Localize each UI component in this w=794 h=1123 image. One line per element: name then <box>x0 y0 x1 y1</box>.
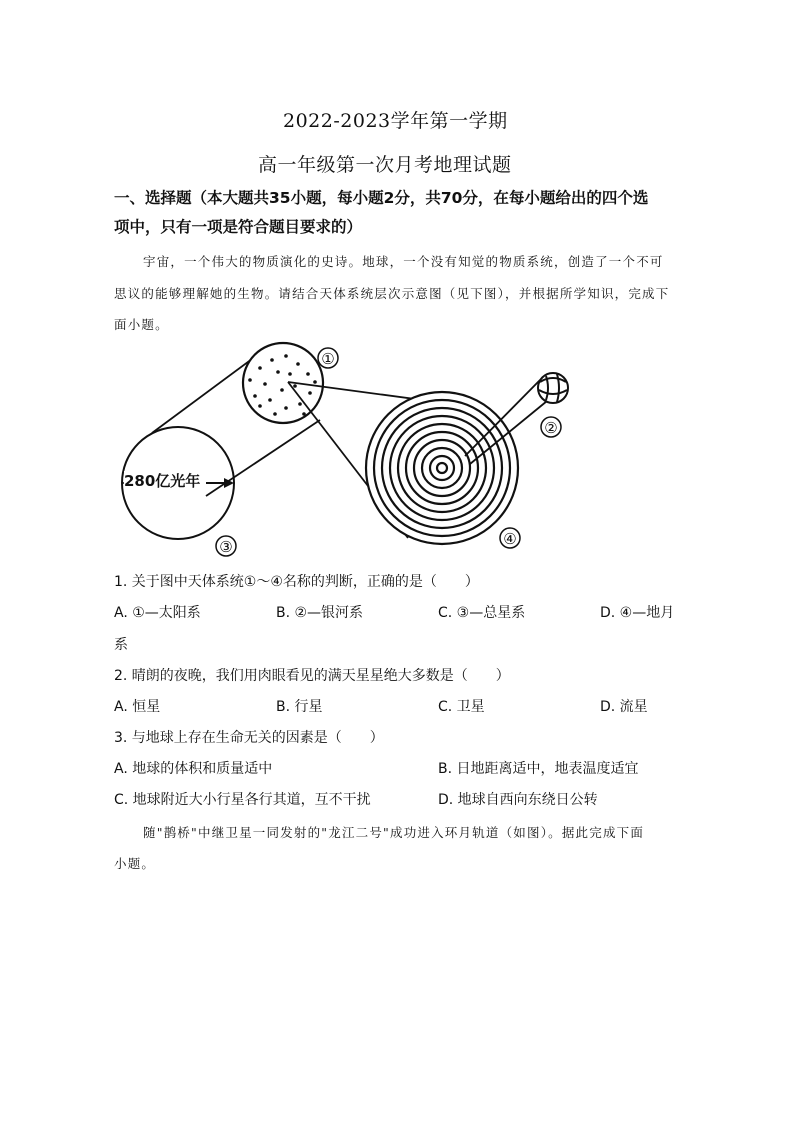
scale-label: 280亿光年 <box>124 472 201 490</box>
passage2-line2: 小题。 <box>114 856 156 871</box>
question-1-option-d[interactable]: D. ④—地月 <box>600 605 675 621</box>
year-title: 2022-2023学年第一学期 <box>283 110 508 132</box>
question-3-option-d[interactable]: D. 地球自西向东绕日公转 <box>438 792 598 808</box>
passage1-line3: 面小题。 <box>114 317 169 332</box>
question-1-option-b[interactable]: B. ②—银河系 <box>276 605 364 621</box>
label-2: ② <box>544 419 558 437</box>
passage2-line1: 随"鹊桥"中继卫星一同发射的"龙江二号"成功进入环月轨道（如图）。据此完成下面 <box>143 825 645 840</box>
exam-title: 高一年级第一次月考地理试题 <box>258 154 512 176</box>
circle-4 <box>366 392 518 544</box>
question-2-option-c[interactable]: C. 卫星 <box>438 699 485 715</box>
question-2-option-b[interactable]: B. 行星 <box>276 699 323 715</box>
question-2-stem: 2. 晴朗的夜晚，我们用肉眼看见的满天星星绝大多数是（ ） <box>114 668 510 684</box>
section-heading-line2: 项中，只有一项是符合题目要求的） <box>114 218 363 236</box>
question-3-option-c[interactable]: C. 地球附近大小行星各行其道，互不干扰 <box>114 792 371 808</box>
passage1-line1: 宇宙，一个伟大的物质演化的史诗。地球，一个没有知觉的物质系统，创造了一个不可 <box>143 254 664 269</box>
label-1: ① <box>321 350 335 368</box>
question-1-option-c[interactable]: C. ③—总星系 <box>438 605 526 621</box>
question-3-stem: 3. 与地球上存在生命无关的因素是（ ） <box>114 730 384 746</box>
question-2-option-a[interactable]: A. 恒星 <box>114 699 161 715</box>
question-1-option-d-wrap: 系 <box>114 637 128 653</box>
question-2-option-d[interactable]: D. 流星 <box>600 699 648 715</box>
question-3-option-b[interactable]: B. 日地距离适中，地表温度适宜 <box>438 761 639 777</box>
question-3-option-a[interactable]: A. 地球的体积和质量适中 <box>114 761 273 777</box>
question-1-stem: 1. 关于图中天体系统①～④名称的判断，正确的是（ ） <box>114 574 479 590</box>
question-1-option-a[interactable]: A. ①—太阳系 <box>114 605 201 621</box>
celestial-system-diagram <box>110 338 580 560</box>
label-4: ④ <box>503 530 517 548</box>
section-heading-line1: 一、选择题（本大题共35小题，每小题2分，共70分，在每小题给出的四个选 <box>114 189 649 207</box>
passage1-line2: 思议的能够理解她的生物。请结合天体系统层次示意图（见下图），并根据所学知识，完成下 <box>114 286 670 301</box>
label-3: ③ <box>219 538 233 556</box>
